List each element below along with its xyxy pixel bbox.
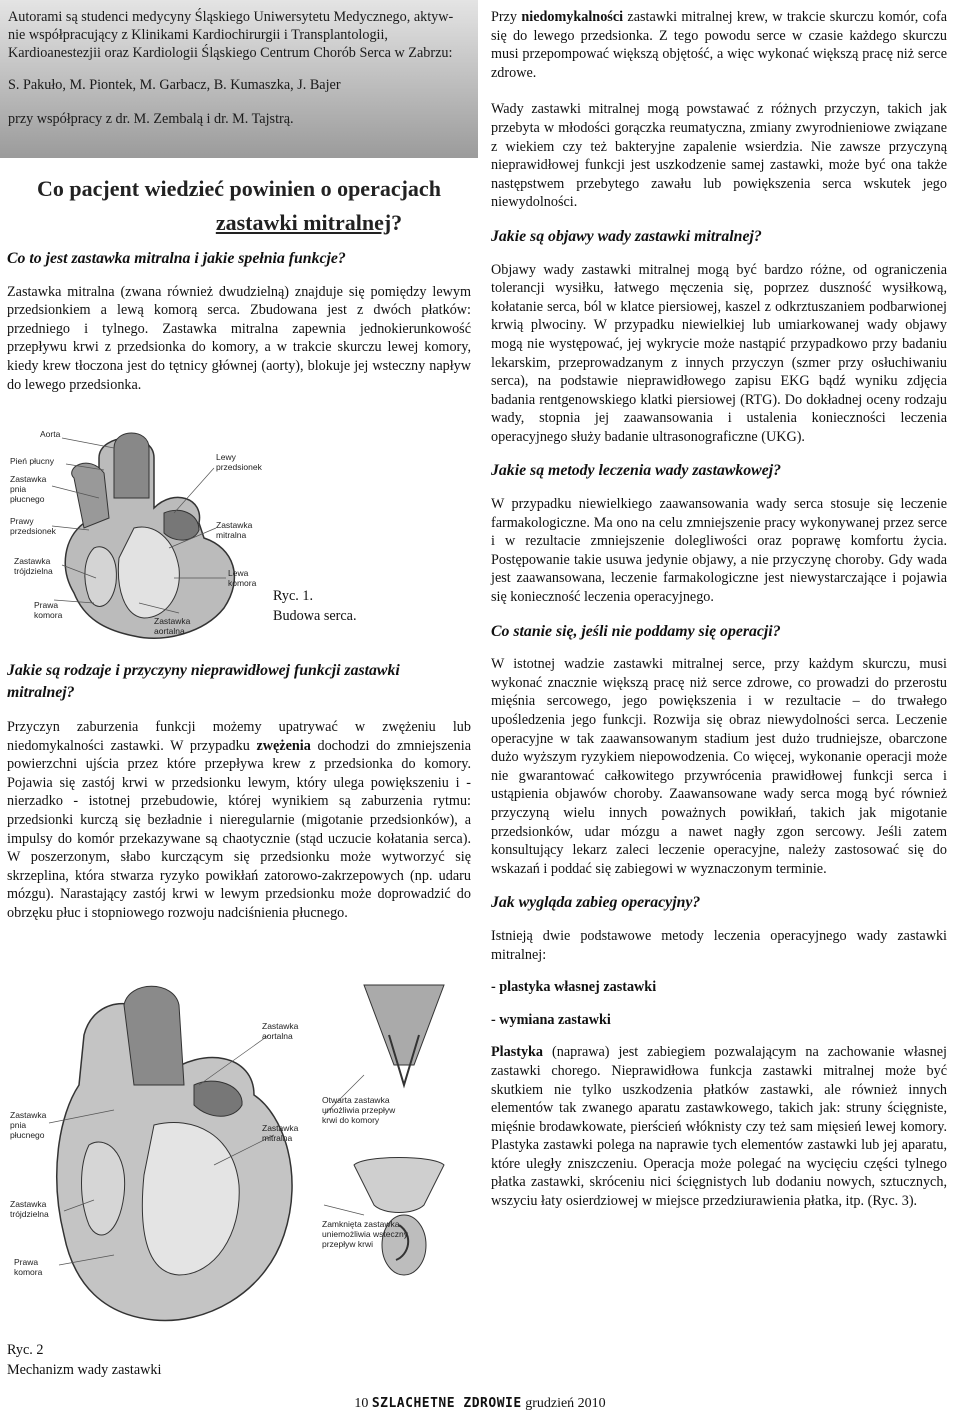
- label2-aortic-valve-2: aortalna: [262, 1031, 293, 1041]
- label2-closed-valve-3: przepływ krwi: [322, 1239, 374, 1249]
- title-line-2: zastawki mitralnej: [215, 210, 392, 235]
- label2-right-ventricle: Prawa: [14, 1257, 39, 1267]
- title-question-mark: ?: [391, 210, 403, 235]
- label-right-ventricle-2: komora: [34, 610, 63, 620]
- label2-tricuspid-valve-2: trójdzielna: [10, 1209, 49, 1219]
- figure-2-title: Mechanizm wady zastawki: [7, 1362, 162, 1378]
- figure-1-number: Ryc. 1.: [273, 588, 314, 604]
- term-plastyka: Plastyka: [491, 1044, 544, 1061]
- label-aorta: Aorta: [40, 429, 61, 439]
- heading-causes: Jakie są rodzaje i przyczyny nieprawidłowej funkcji zastawki mitralnej?: [7, 662, 400, 701]
- authors-box: [0, 0, 478, 158]
- label-pulmonary-valve: Zastawka: [10, 474, 47, 484]
- label-left-ventricle: Lewa: [228, 568, 249, 578]
- heading-no-surgery: Co stanie się, jeśli nie poddamy się operacji?: [491, 622, 781, 640]
- term-stenosis: zwężenia: [256, 737, 311, 754]
- label-right-atrium: Prawy: [10, 516, 34, 526]
- paragraph-origins: Wady zastawki mitralnej mogą powstawać z różnych przyczyn, takich jak przebyta w młodości gorączka reumatyczna, zmiany zwyrodnieniowe związane z wiekiem czy też bakteryjne zapalenie wsierdzia. Nie zawsze przyczyną nieprawidłowej funkcji jest uszkodzenie samej zastawki, może być ona także następstwem przebytego zawału lub powiększenia serca wskutek jego niewydolności.: [491, 101, 947, 211]
- label2-tricuspid-valve: Zastawka: [10, 1199, 47, 1209]
- label-right-ventricle: Prawa: [34, 600, 59, 610]
- label2-mitral-valve: Zastawka: [262, 1123, 299, 1133]
- label2-open-valve: Otwarta zastawka: [322, 1095, 390, 1105]
- right-column: [484, 0, 954, 1211]
- heading-symptoms: Jakie są objawy wady zastawki mitralnej?: [491, 227, 762, 245]
- heading-treatment: Jakie są metody leczenia wady zastawkowej?: [491, 462, 782, 480]
- label-mitral-valve-2: mitralna: [216, 530, 247, 540]
- heading-what-is-mitral: Co to jest zastawka mitralna i jakie spełnia funkcje?: [7, 250, 346, 267]
- label-tricuspid-valve-2: trójdzielna: [14, 566, 53, 576]
- left-column-lower: [0, 660, 478, 923]
- article-title: [0, 172, 478, 240]
- authors-intro: Autorami są studenci medycyny Śląskiego Uniwersytetu Medycznego, aktyw-nie współpracujący z Klinikami Kardiochirurgii i Transplantologii, Kardioanestezjii oraz Kardiologii Śląskiego Centrum Chorób Serca w Zabrzu:: [8, 9, 454, 61]
- label-left-ventricle-2: komora: [228, 578, 257, 588]
- magazine-name: SZLACHETNE ZDROWIE: [371, 1396, 522, 1411]
- figure-1-title: Budowa serca.: [273, 608, 357, 624]
- label-left-atrium-2: przedsionek: [216, 462, 262, 472]
- heart-drawing-2: [57, 986, 292, 1320]
- list-item-replacement: - wymiana zastawki: [491, 1011, 611, 1028]
- label-pulmonary-valve-3: płucnego: [10, 494, 45, 504]
- label-aortic-valve-2: aortalna: [154, 626, 185, 636]
- collaborators: przy współpracy z dr. M. Zembalą i dr. M. Tajstrą.: [8, 111, 294, 127]
- figure-2-valve-mechanism: [4, 975, 474, 1335]
- page-footer: [0, 1396, 960, 1412]
- paragraph-no-surgery: W istotnej wadzie zastawki mitralnej serce, przy każdym skurczu, musi wykonać znacznie większą pracę niż serce zdrowe, co prowadzi do przerostu mięśnia sercowego, jego powiększenia i w rezultacie – do trwałego upośledzenia jego funkcji. Rozwija się obraz niewydolności serca. Leczenie operacyjne w tak zaawansowanym stadium jest dużo trudniejsze, obarczone dużo wyższym ryzykiem niepowodzenia. Co więcej, wykonanie operacji może nie gwarantować całkowitego przywrócenia prawidłowej funkcji serca i ustąpienia objawów choroby. Zaawansowane wady serca mogą być również przyczyną wielu innych poważnych powikłań, takich jak migotanie przedsionków, udar mózgu a nawet nagły zgon sercowy. Jeśli zatem konsultujący lekarz zaleci leczenie operacyjne, należy zastosować się do wskazań i poddać się zabiegowi w wyznaczonym terminie.: [491, 656, 947, 877]
- figure-1-caption: [273, 586, 357, 626]
- label2-open-valve-3: krwi do komory: [322, 1115, 380, 1125]
- issue-date: grudzień 2010: [525, 1396, 606, 1411]
- label2-right-ventricle-2: komora: [14, 1267, 43, 1277]
- page-number: 10: [354, 1396, 369, 1411]
- label2-closed-valve-2: uniemożliwia wsteczny: [322, 1229, 408, 1239]
- label2-pulmonary-valve-2: pnia: [10, 1120, 27, 1130]
- title-line-1: Co pacjent wiedzieć powinien o operacjach: [37, 176, 441, 201]
- label2-pulmonary-valve: Zastawka: [10, 1110, 47, 1120]
- label-pulmonary-valve-2: pnia: [10, 484, 27, 494]
- label-right-atrium-2: przedsionek: [10, 526, 56, 536]
- list-item-repair: - plastyka własnej zastawki: [491, 979, 657, 996]
- term-regurgitation: niedomykalności: [521, 9, 624, 25]
- label-pulmonary-trunk: Pień płucny: [10, 456, 54, 466]
- label2-mitral-valve-2: mitralna: [262, 1133, 293, 1143]
- label2-open-valve-2: umożliwia przepływ: [322, 1105, 396, 1115]
- label2-aortic-valve: Zastawka: [262, 1021, 299, 1031]
- paragraph-what-is-mitral: Zastawka mitralna (zwana również dwudzielną) znajduje się pomiędzy lewym przedsionkiem a lewą komorą serca. Zbudowana jest z dwóch płatków: przedniego i tylnego. Zastawka mitralna zapewnia jednokierunkowość przepływu krwi z przedsionka do komory, a w trakcie skurczu lewej komory, kiedy krew tłoczona jest do tętnicy głównej (aorty), blokuje jej wsteczny napływ do lewego przedsionka.: [7, 283, 471, 393]
- heading-surgery: Jak wygląda zabieg operacyjny?: [491, 894, 701, 912]
- label2-closed-valve: Zamknięta zastawka: [322, 1219, 400, 1229]
- paragraph-treatment: W przypadku niewielkiego zaawansowania wady serca stosuje się leczenie farmakologiczne. Ma ono na celu zmniejszenie pracy wykonywanej przez serce i w rezultacie zmniejszenie dolegliwości oraz poprawę komfortu życia. Postępowanie takie usuwa jedynie objawy, a nie przyczynę choroby. Gdy wada jest zaawansowana, leczenie farmakologiczne jest niewystarczające i pojawia się konieczność leczenia operacyjnego.: [491, 496, 947, 606]
- paragraph-causes: Przyczyn zaburzenia funkcji możemy upatrywać w zwężeniu lub niedomykalności zastawki. W przypadku zwężenia dochodzi do zmniejszenia powierzchni ujścia przez które przepływa krew z przedsionka do komory. Pojawia się zastój krwi w przedsionku lewym, który ulega powiększeniu i - nierzadko - istotnej przebudowie, której wynikiem są zaburzenia rytmu: przedsionki kurczą się bezładnie i nieregularnie (migotanie przedsionków), a impulsy do komór przekazywane są chaotycznie (stąd uczucie kołatania serca). W poszerzonym, słabo kurczącym się przedsionku może wytworzyć się skrzeplina, która stwarza ryzyko powikłań zatorowo-zakrzepowych (np. udaru mózgu). Narastający zastój krwi w lewym przedsionku może doprowadzić do obrzęku płuc i stopniowego rozwoju nadciśnienia płucnego.: [7, 719, 472, 921]
- label2-pulmonary-valve-3: płucnego: [10, 1130, 45, 1140]
- paragraph-regurgitation: Przy niedomykalności zastawki mitralnej krew, w trakcie skurczu komór, cofa się do lewego przedsionka. Z tego powodu serce w czasie każdego skurczu musi przepompować większą objętość, a więc wykonać większą pracę niż serce zdrowe.: [491, 9, 947, 81]
- label-aortic-valve: Zastawka: [154, 616, 191, 626]
- left-column: [0, 0, 478, 394]
- authors-list: S. Pakuło, M. Piontek, M. Garbacz, B. Kumaszka, J. Bajer: [8, 77, 341, 93]
- label-left-atrium: Lewy: [216, 452, 236, 462]
- paragraph-symptoms: Objawy wady zastawki mitralnej mogą być bardzo różne, od ograniczenia tolerancji wysiłku, łatwego męczenia się, poprzez duszność wysiłkową, kołatanie serca, ból w klatce piersiowej, kaszel z odkrztuszaniem podbarwionej krwią plwociny. W przypadku niewielkiej lub umiarkowanej wady objawy mogą nie występować, jej wykrycie może nastąpić przypadkowo przy badaniu lekarskim, przeprowadzanym z innych przyczyn (szmer przy osłuchiwaniu serca), na podstawie nieprawidłowego zapisu EKG bądź wyniku zdjęcia badania rentgenowskiego klatki piersiowej (RTG). Do dokładnej oceny rodzaju wady, stopnia jej zaawansowania i ustalenia konieczności leczenia operacyjnego służy badanie ultrasonograficzne (UKG).: [491, 261, 947, 445]
- figure-2-number: Ryc. 2: [7, 1342, 44, 1358]
- label-mitral-valve: Zastawka: [216, 520, 253, 530]
- paragraph-surgery-methods: Istnieją dwie podstawowe metody leczenia operacyjnego wady zastawki mitralnej:: [491, 927, 947, 963]
- label-tricuspid-valve: Zastawka: [14, 556, 51, 566]
- paragraph-repair: Plastyka (naprawa) jest zabiegiem pozwalającym na zachowanie własnej zastawki chorego. Nieprawidłowa funkcja zastawki mitralnej może być skutkiem nie tylko uszkodzenia płatków zastawki, ale również innych elementów tak zwanego aparatu zastawkowego, takich jak: struny ścięgniste, mięśnie brodawkowate, pierścień włóknisty czy też sam mięsień lewej komory. Plastyka zastawki polega na naprawie tych elementów zastawki lub jej aparatu, które uległy zniszczeniu. Operacja może polegać na wycięciu części tylnego płatka zastawki, skróceniu nici ścięgnistych lub dodaniu nowych, sztucznych, wszyciu łaty osierdziowej w miejsce przedziurawienia płatka, itp. (Ryc. 3).: [491, 1044, 947, 1210]
- figure-1-heart-anatomy: [4, 418, 274, 648]
- figure-2-caption: [7, 1340, 161, 1380]
- heart-drawing: [65, 433, 234, 638]
